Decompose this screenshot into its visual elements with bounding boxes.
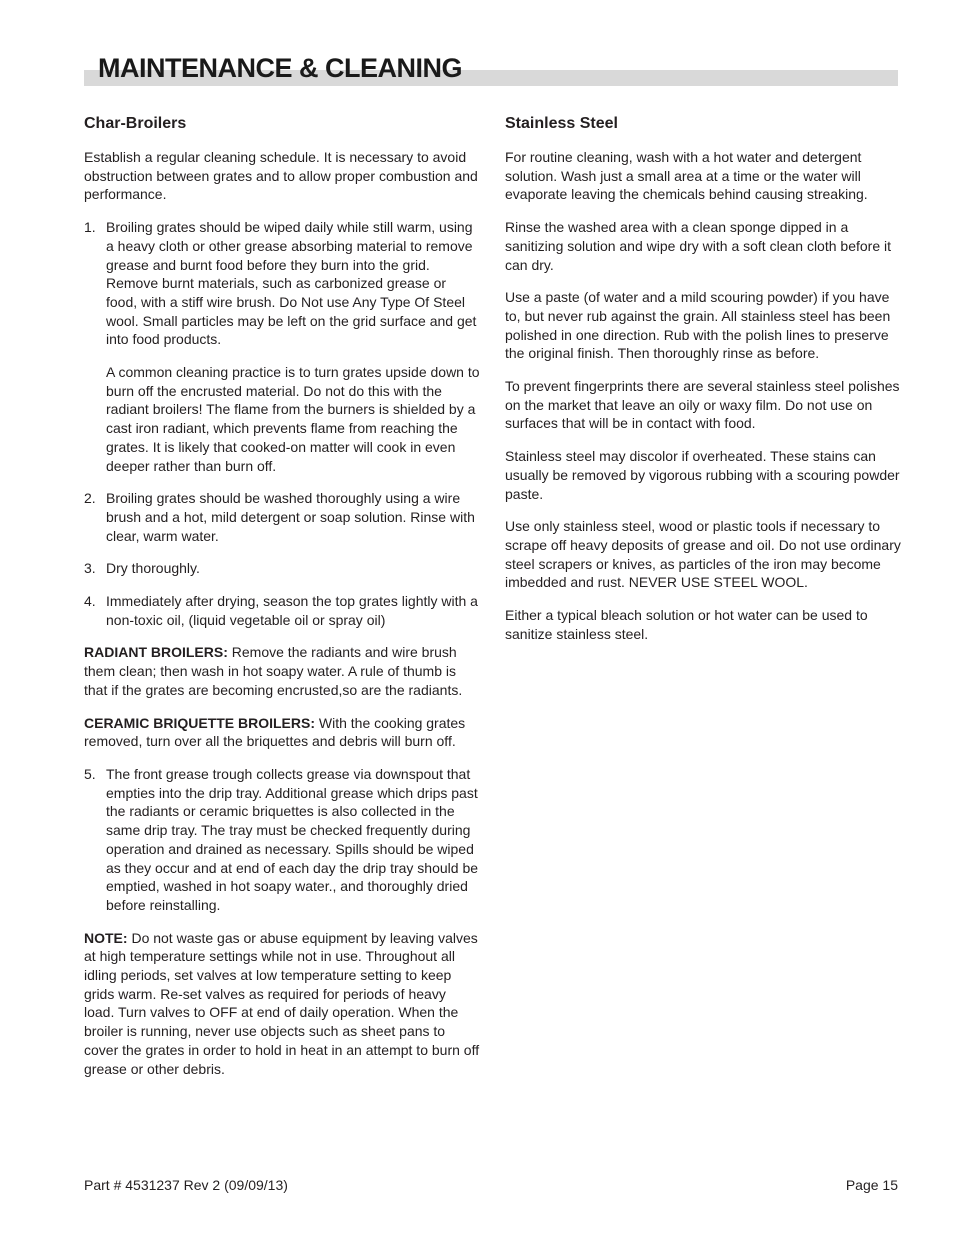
radiant-broilers-label: RADIANT BROILERS: <box>84 644 228 661</box>
radiant-broilers-text: Remove the radiants and wire brush them clean; then wash in hot soapy water. A rule of thumb is that if the grates are becoming encrusted,so are the radiants. <box>84 644 463 698</box>
list-item-text: Broiling grates should be wiped daily while still warm, using a heavy cloth or other grease absorbing material to remove grease and burnt food before they burn into the grid. Remove burnt materials, such as carbonized grease or food, with a stiff wire brush. Do Not use Any Type Of Steel wool. Small particles may be left on the grid surface and get into food products. <box>106 219 477 348</box>
right-column <box>505 114 901 657</box>
stainless-paragraph: Use a paste (of water and a mild scouring powder) if you have to, but never rub against the grain. All stainless steel has been polished in one direction. Rub with the polish lines to preserve the original finish. Then thoroughly rinse as before. <box>505 289 891 362</box>
ceramic-briquette-paragraph <box>84 714 480 751</box>
stainless-paragraph: For routine cleaning, wash with a hot water and detergent solution. Wash just a small area at a time or the water will evaporate leaving the chemicals behind causing streaking. <box>505 149 868 203</box>
left-column <box>84 114 480 1092</box>
note-paragraph <box>84 929 480 1079</box>
radiant-broilers-paragraph <box>84 643 480 699</box>
list-item-number: 3. <box>84 560 96 577</box>
stainless-paragraph: To prevent fingerprints there are several stainless steel polishes on the market that leave an oily or waxy film. Do not use on surfaces that will be in contact with food. <box>505 378 900 432</box>
list-item-number: 4. <box>84 593 96 610</box>
note-label: NOTE: <box>84 929 128 946</box>
list-item-number: 1. <box>84 219 96 236</box>
list-item-number: 2. <box>84 490 96 507</box>
list-item-text: Dry thoroughly. <box>106 560 200 577</box>
list-item-text: Broiling grates should be washed thoroughly using a wire brush and a hot, mild detergent or soap solution. Rinse with clear, warm water. <box>106 490 475 544</box>
stainless-steel-heading: Stainless Steel <box>505 115 618 132</box>
list-item-extra: A common cleaning practice is to turn grates upside down to burn off the encrusted material. Do not do this with the radiant broilers! The flame from the burners is shielded by a cast iron radiant, which prevents flame from reaching the grates. It is likely that cooked-on matter will cook in even deeper rather than burn off. <box>106 364 480 474</box>
ceramic-briquette-text: With the cooking grates removed, turn over all the briquettes and debris will burn off. <box>84 714 466 750</box>
char-broilers-intro: Establish a regular cleaning schedule. It is necessary to avoid obstruction between grates and to allow proper combustion and performance. <box>84 149 478 203</box>
stainless-paragraph: Rinse the washed area with a clean sponge dipped in a sanitizing solution and wipe dry with a soft clean cloth before it can dry. <box>505 219 891 273</box>
list-item <box>84 592 480 629</box>
list-item <box>84 489 480 545</box>
footer-page-number: Page 15 <box>845 1177 898 1193</box>
char-broilers-heading: Char-Broilers <box>84 115 187 132</box>
list-item <box>84 218 480 475</box>
list-item-text: The front grease trough collects grease via downspout that empties into the drip tray. Additional grease which drips past the radiants or ceramic briquettes is also collected in the same drip tray. The tray must be checked frequently during operation and drained as necessary. Spills should be wiped as they occur and at end of each day the drip tray should be emptied, washed in hot soapy water., and thoroughly dried before reinstalling. <box>106 765 479 913</box>
list-item <box>84 559 480 578</box>
note-text: Do not waste gas or abuse equipment by leaving valves at high temperature settings while not in use. Throughout all idling periods, set valves at low temperature setting to keep grids warm. Re-set valves as required for periods of heavy load. Turn valves to OFF at end of daily operation. When the broiler is running, never use objects such as sheet pans to cover the grates in order to hold in heat in an attempt to burn off grease or other debris. <box>84 929 480 1077</box>
stainless-paragraph: Either a typical bleach solution or hot water can be used to sanitize stainless steel. <box>505 607 868 642</box>
list-item-number: 5. <box>84 765 96 782</box>
page-title: MAINTENANCE & CLEANING <box>98 53 462 83</box>
stainless-paragraph: Stainless steel may discolor if overheated. These stains can usually be removed by vigorous rubbing with a scouring powder paste. <box>505 448 900 502</box>
ceramic-briquette-label: CERAMIC BRIQUETTE BROILERS: <box>84 714 315 731</box>
stainless-paragraph: Use only stainless steel, wood or plastic tools if necessary to scrape off heavy deposits of grease and oil. Do not use ordinary steel scrapers or knives, as particles of the iron may become imbedded and rust. NEVER USE STEEL WOOL. <box>505 518 901 591</box>
list-item <box>84 765 480 915</box>
footer-part-number: Part # 4531237 Rev 2 (09/09/13) <box>84 1177 288 1193</box>
list-item-text: Immediately after drying, season the top grates lightly with a non-toxic oil, (liquid vegetable oil or spray oil) <box>106 593 478 628</box>
